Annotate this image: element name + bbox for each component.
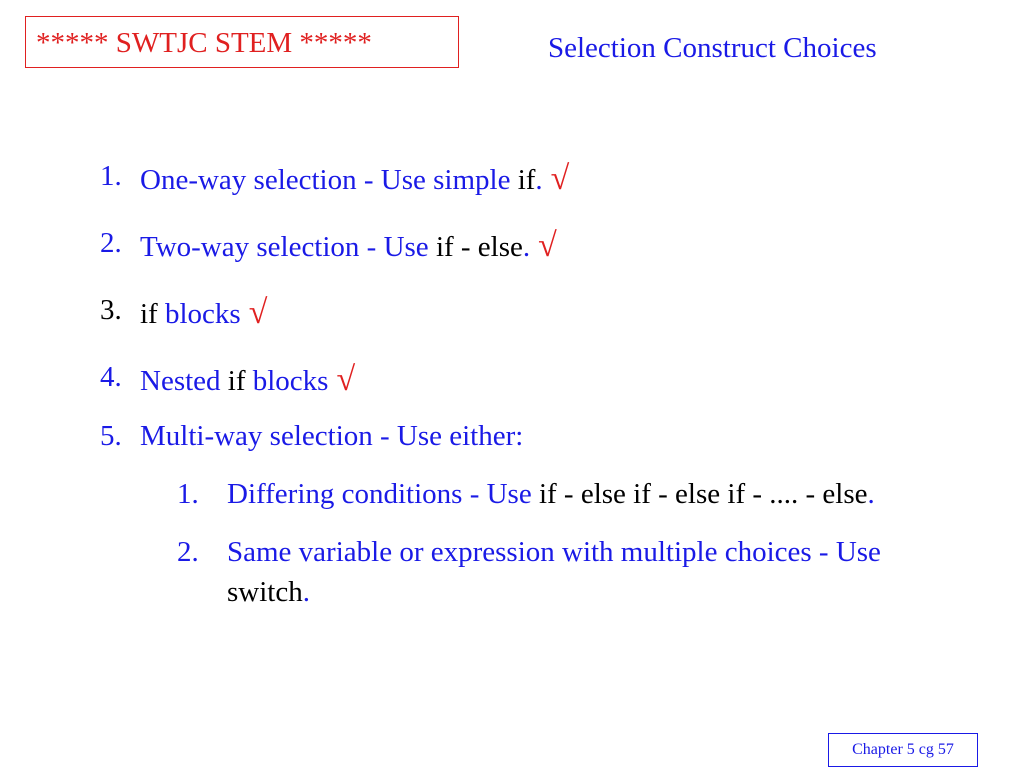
list-number: 4. xyxy=(100,361,122,393)
stem-badge: ***** SWTJC STEM ***** xyxy=(25,16,459,68)
sublist-text-line2: switch. xyxy=(227,576,310,608)
list-number: 2. xyxy=(100,227,122,259)
list-text: One-way selection - Use simple if. √ xyxy=(140,160,570,197)
list-text: Multi-way selection - Use either: xyxy=(140,420,524,452)
sublist-number: 2. xyxy=(177,536,199,568)
list-number: 1. xyxy=(100,160,122,192)
slide-title: Selection Construct Choices xyxy=(548,32,877,64)
checkmark-icon: √ xyxy=(538,227,557,264)
list-text: Nested if blocks √ xyxy=(140,361,356,398)
sublist-number: 1. xyxy=(177,478,199,510)
checkmark-icon: √ xyxy=(248,294,268,331)
list-text: Two-way selection - Use if - else. √ xyxy=(140,227,557,264)
slide-footer: Chapter 5 cg 57 xyxy=(828,733,978,767)
checkmark-icon: √ xyxy=(336,361,356,398)
sublist-text-line1: Same variable or expression with multiple choices - Use xyxy=(227,536,881,568)
list-number: 3. xyxy=(100,294,122,326)
checkmark-icon: √ xyxy=(550,160,570,197)
list-number: 5. xyxy=(100,420,122,452)
sublist-text: Differing conditions - Use if - else if - else if - .... - else. xyxy=(227,478,875,510)
list-text: if blocks √ xyxy=(140,294,268,331)
